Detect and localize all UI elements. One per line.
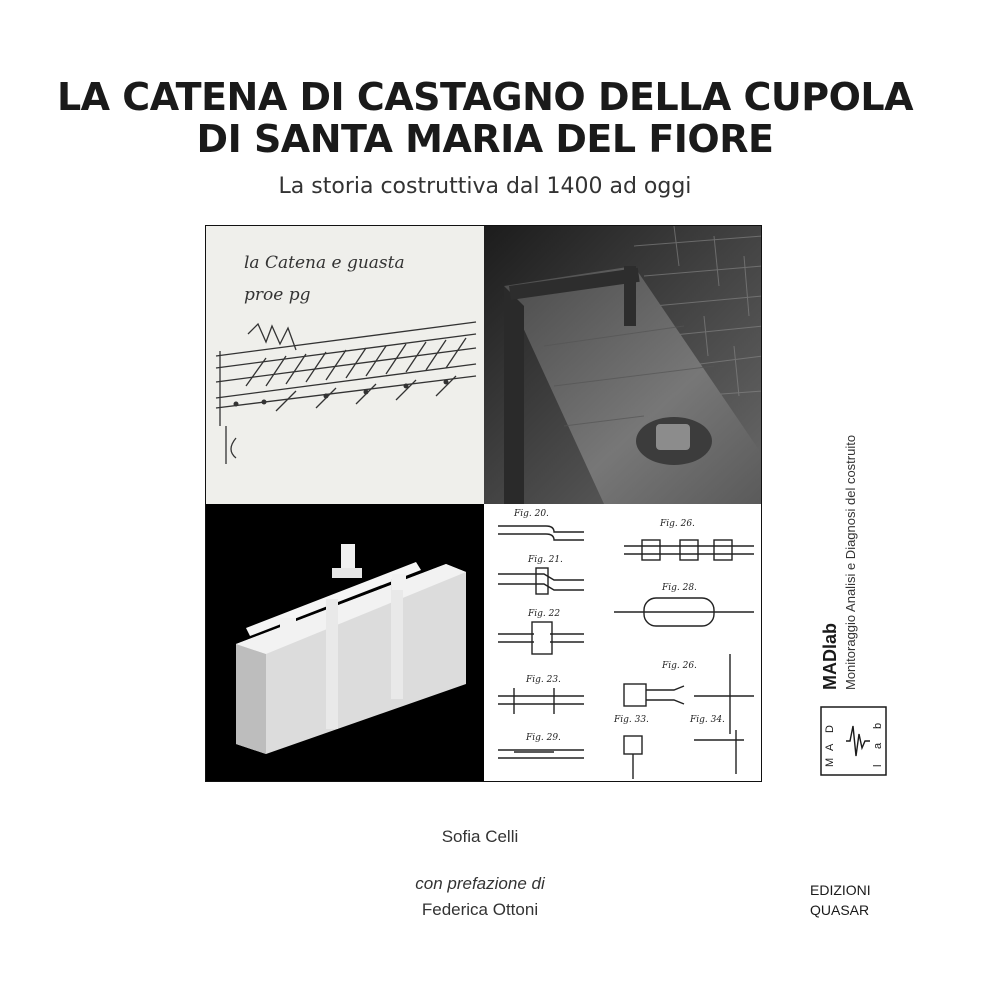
logo-letter-d: D (824, 725, 836, 733)
logo-letter-a: A (824, 743, 836, 751)
manuscript-text-1: la Catena e guasta (244, 253, 405, 273)
fig-label: Fig. 26. (660, 519, 695, 529)
madlab-logo (820, 706, 887, 776)
author-name: Sofia Celli (441, 827, 519, 846)
publisher-line-2: QUASAR (810, 902, 870, 918)
preface-label: con prefazione di (415, 874, 545, 893)
manuscript-text-2: proe pg (244, 285, 311, 305)
preface-author: Federica Ottoni (421, 900, 539, 919)
fig-label: Fig. 34. (690, 715, 725, 725)
fig-label: Fig. 22 (528, 609, 561, 619)
logo-letter-l: l (872, 764, 884, 767)
wooden-beam-photo (484, 226, 762, 504)
fig-label: Fig. 20. (514, 509, 549, 519)
cover-image-grid (205, 225, 762, 782)
title-line-2: DI SANTA MARIA DEL FIORE (196, 117, 774, 161)
logo-letter-a2: a (872, 742, 884, 749)
fig-label: Fig. 28. (662, 583, 697, 593)
logo-letter-m: M (824, 757, 836, 767)
fig-label: Fig. 29. (526, 733, 561, 743)
3d-chain-model-render (206, 504, 484, 782)
madlab-name: MADlab (820, 623, 840, 690)
madlab-description: Monitoraggio Analisi e Diagnosi del costruito (843, 434, 858, 690)
logo-letter-b: b (872, 722, 884, 729)
book-subtitle: La storia costruttiva dal 1400 ad oggi (278, 174, 692, 199)
madlab-vertical-label (818, 380, 888, 690)
publisher-line-1: EDIZIONI (810, 882, 871, 898)
fig-label: Fig. 26. (662, 661, 697, 671)
book-title (0, 76, 970, 160)
technical-figures-plate (484, 504, 762, 782)
manuscript-sketch-image (206, 226, 484, 504)
fig-label: Fig. 21. (528, 555, 563, 565)
publisher-name (810, 880, 900, 920)
fig-label: Fig. 33. (614, 715, 649, 725)
title-line-1: LA CATENA DI CASTAGNO DELLA CUPOLA (56, 75, 914, 119)
fig-label: Fig. 23. (526, 675, 561, 685)
